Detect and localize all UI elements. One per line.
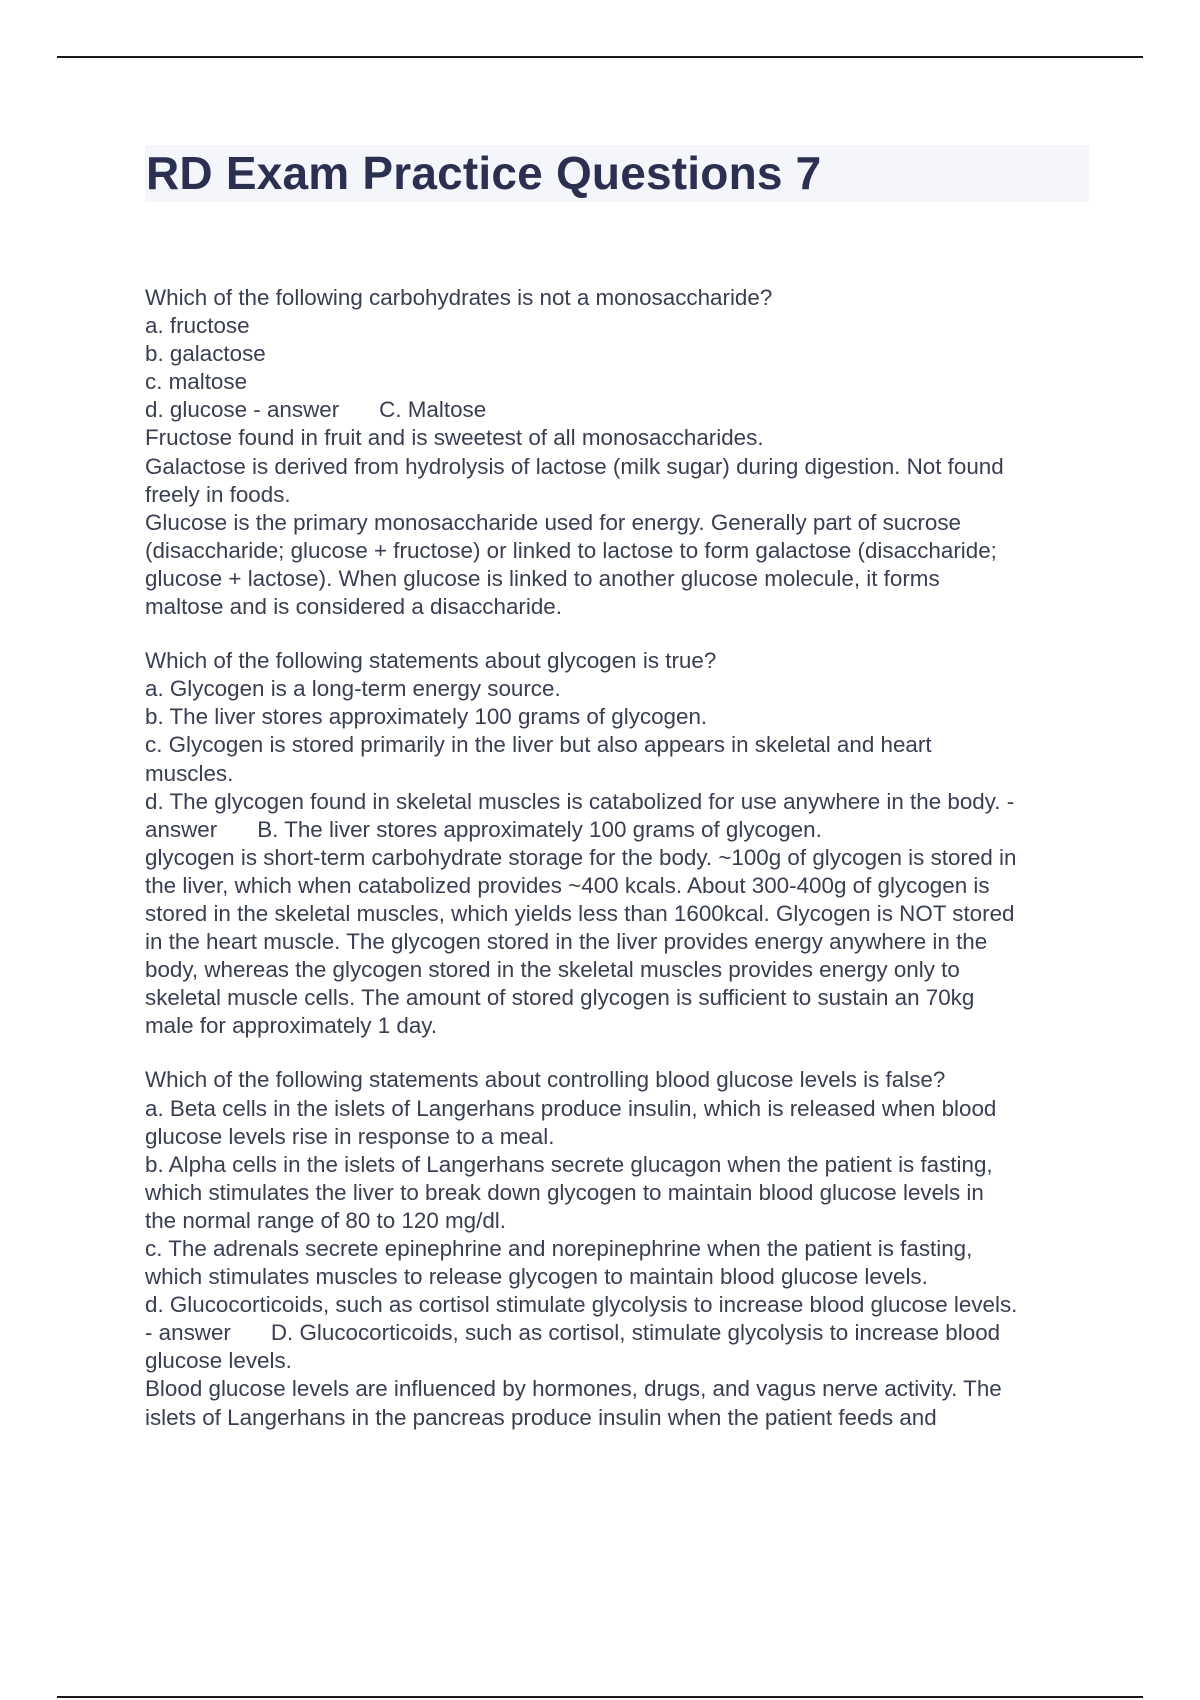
option-a: a. fructose bbox=[145, 313, 250, 339]
explanation-line: in the heart muscle. The glycogen stored in the liver provides energy anywhere in the bbox=[145, 929, 988, 955]
answer-prefix: d. glucose - answer bbox=[145, 397, 340, 423]
question-text: Which of the following statements about glycogen is true? bbox=[145, 648, 717, 674]
option-b-continued: the normal range of 80 to 120 mg/dl. bbox=[145, 1207, 506, 1233]
answer-line bbox=[145, 816, 1095, 844]
explanation-line: glucose + lactose). When glucose is linked to another glucose molecule, it forms bbox=[145, 565, 940, 591]
answer-prefix: answer bbox=[145, 816, 218, 842]
explanation-line: Glucose is the primary monosaccharide used for energy. Generally part of sucrose bbox=[145, 509, 961, 535]
option-d: d. The glycogen found in skeletal muscles is catabolized for use anywhere in the body. - bbox=[145, 788, 1015, 814]
option-b-continued: which stimulates the liver to break down glycogen to maintain blood glucose levels in bbox=[145, 1179, 984, 1205]
option-c-continued: muscles. bbox=[145, 760, 234, 786]
explanation-line: Blood glucose levels are influenced by hormones, drugs, and vagus nerve activity. The bbox=[145, 1376, 1002, 1402]
option-c: c. maltose bbox=[145, 369, 248, 395]
option-d: d. Glucocorticoids, such as cortisol stimulate glycolysis to increase blood glucose levels. bbox=[145, 1292, 1018, 1318]
explanation-line: glucose levels. bbox=[145, 1348, 292, 1374]
document-body bbox=[145, 284, 1095, 1458]
explanation-line: freely in foods. bbox=[145, 481, 291, 507]
explanation-line: male for approximately 1 day. bbox=[145, 1013, 438, 1039]
answer-line bbox=[145, 396, 1095, 424]
explanation-line: (disaccharide; glucose + fructose) or linked to lactose to form galactose (disaccharide; bbox=[145, 537, 997, 563]
question-text: Which of the following statements about controlling blood glucose levels is false? bbox=[145, 1067, 946, 1093]
question-block bbox=[145, 284, 1095, 621]
option-a: a. Beta cells in the islets of Langerhans produce insulin, which is released when blood bbox=[145, 1095, 997, 1121]
option-b: b. The liver stores approximately 100 grams of glycogen. bbox=[145, 704, 708, 730]
option-a-continued: glucose levels rise in response to a meal. bbox=[145, 1123, 555, 1149]
answer-value: D. Glucocorticoids, such as cortisol, stimulate glycolysis to increase blood bbox=[270, 1320, 1001, 1346]
option-c: c. Glycogen is stored primarily in the liver but also appears in skeletal and heart bbox=[145, 732, 932, 758]
answer-line bbox=[145, 1319, 1095, 1347]
page-title: RD Exam Practice Questions 7 bbox=[146, 147, 822, 199]
option-c-continued: which stimulates muscles to release glycogen to maintain blood glucose levels. bbox=[145, 1264, 928, 1290]
option-a: a. Glycogen is a long-term energy source. bbox=[145, 676, 561, 702]
explanation-line: Fructose found in fruit and is sweetest of all monosaccharides. bbox=[145, 425, 764, 451]
answer-prefix: - answer bbox=[145, 1320, 231, 1346]
question-text: Which of the following carbohydrates is not a monosaccharide? bbox=[145, 285, 773, 310]
top-rule bbox=[57, 56, 1143, 58]
explanation-line: stored in the skeletal muscles, which yields less than 1600kcal. Glycogen is NOT stored bbox=[145, 900, 1015, 926]
option-b: b. Alpha cells in the islets of Langerhans secrete glucagon when the patient is fasting, bbox=[145, 1151, 993, 1177]
explanation-line: skeletal muscle cells. The amount of stored glycogen is sufficient to sustain an 70kg bbox=[145, 985, 975, 1011]
question-block bbox=[145, 1066, 1095, 1431]
option-b: b. galactose bbox=[145, 341, 266, 367]
answer-value: C. Maltose bbox=[379, 397, 487, 423]
question-block bbox=[145, 647, 1095, 1040]
bottom-rule bbox=[57, 1696, 1143, 1698]
explanation-line: islets of Langerhans in the pancreas produce insulin when the patient feeds and bbox=[145, 1404, 937, 1430]
explanation-line: Galactose is derived from hydrolysis of lactose (milk sugar) during digestion. Not found bbox=[145, 453, 1004, 479]
explanation-line: glycogen is short-term carbohydrate storage for the body. ~100g of glycogen is stored in bbox=[145, 844, 1017, 870]
option-c: c. The adrenals secrete epinephrine and norepinephrine when the patient is fasting, bbox=[145, 1236, 973, 1261]
answer-value: B. The liver stores approximately 100 grams of glycogen. bbox=[257, 816, 822, 842]
explanation-line: body, whereas the glycogen stored in the skeletal muscles provides energy only to bbox=[145, 957, 960, 983]
explanation-line: the liver, which when catabolized provides ~400 kcals. About 300-400g of glycogen is bbox=[145, 872, 990, 898]
explanation-line: maltose and is considered a disaccharide. bbox=[145, 594, 562, 620]
